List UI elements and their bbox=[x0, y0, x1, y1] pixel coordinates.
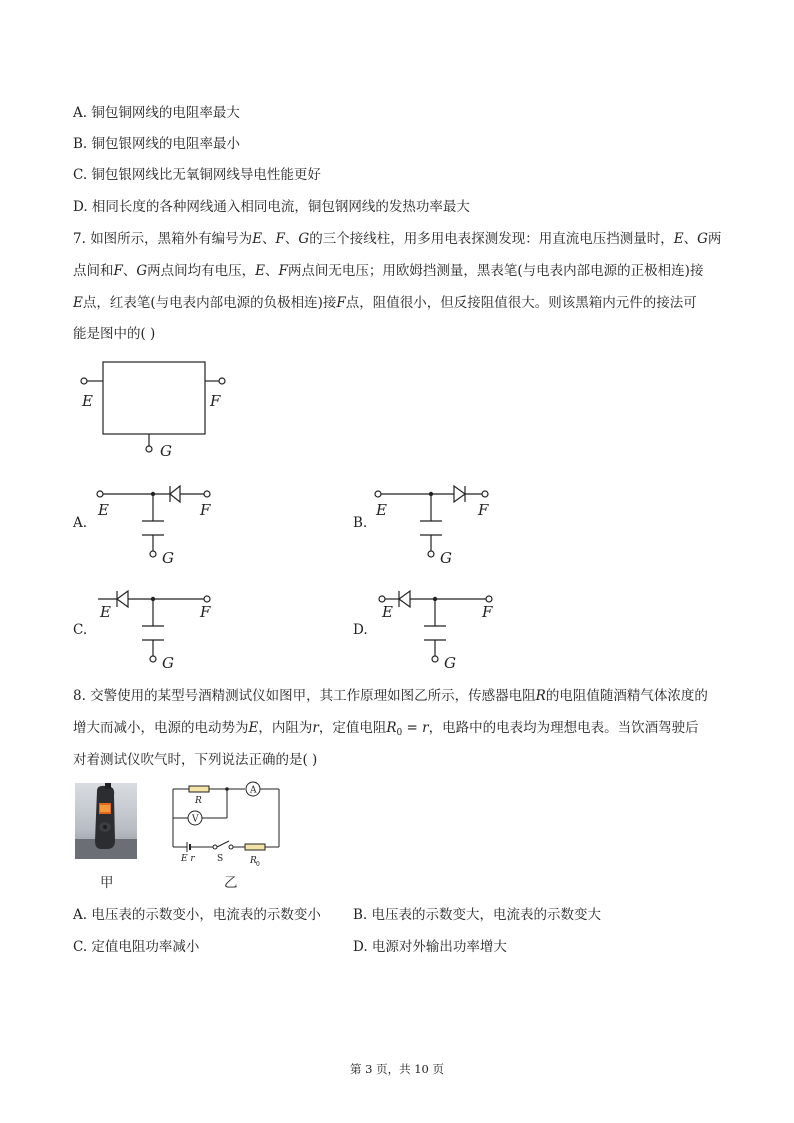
svg-text:F: F bbox=[200, 501, 211, 519]
q8-option-b: B. 电压表的示数变大，电流表的示数变大 bbox=[353, 907, 602, 923]
svg-text:G: G bbox=[162, 549, 174, 567]
svg-text:F: F bbox=[478, 501, 489, 519]
svg-text:E: E bbox=[100, 603, 111, 621]
svg-text:G: G bbox=[162, 654, 174, 672]
svg-text:E: E bbox=[382, 603, 393, 621]
svg-text:0: 0 bbox=[256, 861, 260, 868]
q7-option-d-circuit bbox=[374, 589, 504, 679]
black-box-figure bbox=[76, 360, 236, 460]
svg-text:E r: E r bbox=[181, 854, 195, 864]
svg-text:F: F bbox=[482, 603, 493, 621]
q8-line-3: 对着测试仪吹气时，下列说法正确的是( ) bbox=[73, 752, 318, 768]
q6-option-c: C. 铜包银网线比无氧铜网线导电性能更好 bbox=[73, 167, 321, 183]
svg-text:F: F bbox=[210, 392, 221, 410]
q7-line-3: E点，红表笔(与电表内部电源的负极相连)接F点，阻值很小，但反接阻值很大。则该黑箱内元件的接法可 bbox=[73, 295, 697, 311]
q8-line-1: 8. 交警使用的某型号酒精测试仪如图甲，其工作原理如图乙所示，传感器电阻R的电阻值随酒精气体浓度的 bbox=[73, 688, 708, 704]
svg-text:E: E bbox=[376, 501, 387, 519]
q7-line-2: 点间和F、G两点间均有电压，E、F两点间无电压；用欧姆挡测量，黑表笔(与电表内部电源的正极相连)接 bbox=[73, 263, 704, 279]
q8-option-d: D. 电源对外输出功率增大 bbox=[353, 939, 507, 955]
svg-text:G: G bbox=[440, 549, 452, 567]
q7-option-b-circuit bbox=[370, 484, 500, 574]
q6-option-a: A. 铜包铜网线的电阻率最大 bbox=[73, 105, 240, 121]
q7-option-c-circuit bbox=[92, 589, 222, 679]
svg-text:V: V bbox=[192, 814, 199, 825]
q6-option-d: D. 相同长度的各种网线通入相同电流，铜包钢网线的发热功率最大 bbox=[73, 199, 470, 215]
q7-option-a-label: A. bbox=[73, 515, 88, 531]
q8-option-c: C. 定值电阻功率减小 bbox=[73, 939, 200, 955]
q7-option-d-label: D. bbox=[353, 622, 368, 638]
caption-jia: 甲 bbox=[100, 875, 114, 891]
svg-text:S: S bbox=[217, 854, 224, 864]
q6-option-b: B. 铜包银网线的电阻率最小 bbox=[73, 136, 241, 152]
alcohol-tester-circuit bbox=[165, 781, 287, 871]
breathalyzer-photo bbox=[75, 783, 137, 859]
q7-option-b-label: B. bbox=[353, 515, 368, 531]
svg-text:G: G bbox=[160, 442, 172, 460]
svg-text:R: R bbox=[195, 796, 202, 806]
svg-text:E: E bbox=[98, 501, 109, 519]
svg-text:A: A bbox=[250, 785, 257, 796]
page-footer: 第 3 页，共 10 页 bbox=[349, 1062, 445, 1076]
svg-text:R: R bbox=[250, 856, 257, 866]
q7-option-a-circuit bbox=[92, 484, 222, 574]
svg-text:G: G bbox=[444, 654, 456, 672]
q7-line-1: 7. 如图所示，黑箱外有编号为E、F、G的三个接线柱，用多用电表探测发现：用直流电压挡测量时，E、G两 bbox=[73, 231, 722, 247]
svg-text:F: F bbox=[200, 603, 211, 621]
svg-text:E: E bbox=[82, 392, 93, 410]
q8-line-2: 增大而减小，电源的电动势为E，内阻为r，定值电阻$R_0 = r$，电路中的电表均为理想电表。当饮酒驾驶后 bbox=[73, 720, 699, 738]
q7-option-c-label: C. bbox=[73, 622, 88, 638]
caption-yi: 乙 bbox=[224, 875, 238, 891]
q7-line-4: 能是图中的( ) bbox=[73, 326, 156, 342]
q8-option-a: A. 电压表的示数变小，电流表的示数变小 bbox=[73, 907, 321, 923]
